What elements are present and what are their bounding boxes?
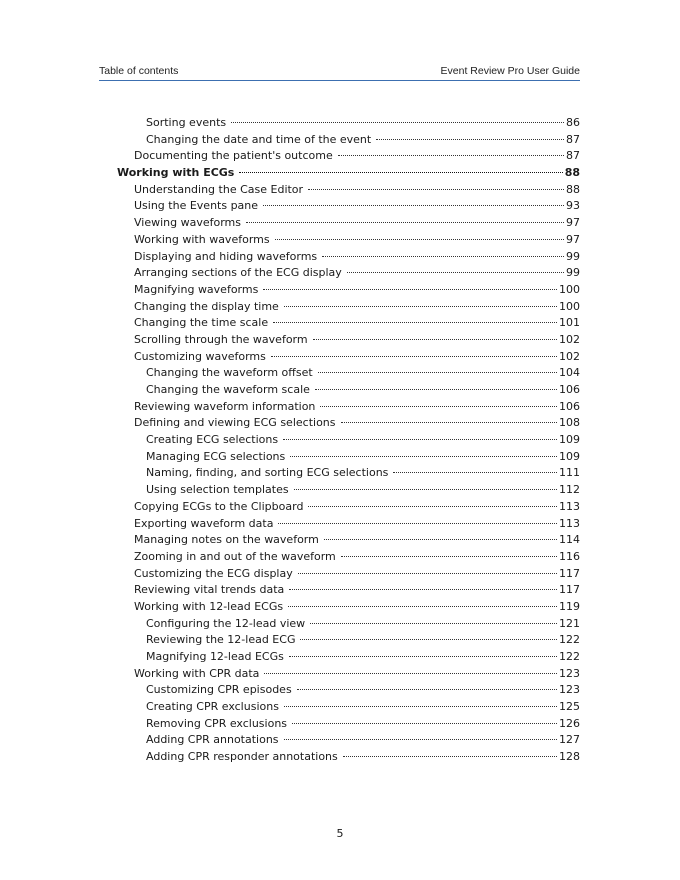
toc-entry-page: 117 [559,583,580,597]
toc-entry-page: 121 [559,616,580,630]
toc-entry[interactable] [134,349,580,366]
toc-entry-page: 102 [559,332,580,346]
dot-leader [300,638,557,640]
toc-entry-title: Using selection templates [146,483,289,497]
toc-entry[interactable] [146,649,580,666]
dot-leader [263,288,557,290]
dot-leader [283,438,557,440]
toc-entry-page: 122 [559,650,580,663]
dot-leader [275,238,564,240]
dot-leader [288,605,557,607]
toc-entry-page: 116 [559,549,580,563]
toc-entry[interactable] [134,249,580,266]
toc-entry-page: 127 [559,733,580,747]
toc-entry-page: 114 [559,533,580,547]
toc-entry-title: Reviewing waveform information [134,399,316,413]
toc-entry-title: Adding CPR responder annotations [146,750,338,764]
toc-entry[interactable] [134,232,580,249]
dot-leader [263,204,564,206]
toc-entry-title: Changing the waveform offset [146,366,313,380]
toc-entry-page: 106 [559,399,580,413]
toc-entry[interactable] [146,716,580,733]
toc-entry-page: 99 [566,266,580,280]
toc-entry-title: Arranging sections of the ECG display [134,266,342,280]
dot-leader [324,538,557,540]
dot-leader [273,321,557,323]
toc-entry-page: 125 [559,700,580,714]
toc-entry-page: 123 [559,683,580,697]
toc-entry-page: 111 [559,466,580,480]
dot-leader [313,338,557,340]
toc-entry[interactable] [117,165,580,182]
toc-entry[interactable] [146,682,580,699]
toc-entry-title: Defining and viewing ECG selections [134,416,336,430]
toc-entry[interactable] [134,215,580,232]
toc-entry[interactable] [146,115,580,132]
toc-entry-page: 86 [566,116,580,129]
toc-entry-title: Zooming in and out of the waveform [134,549,336,563]
toc-entry[interactable] [134,265,580,282]
toc-entry[interactable] [146,482,580,499]
toc-entry-title: Scrolling through the waveform [134,332,308,346]
toc-entry-title: Creating CPR exclusions [146,700,279,714]
toc-entry-page: 100 [559,282,580,296]
toc-entry-title: Exporting waveform data [134,516,274,530]
dot-leader [308,188,564,190]
toc-entry[interactable] [134,516,580,533]
toc-entry-title: Changing the waveform scale [146,383,310,396]
dot-leader [294,488,557,490]
toc-entry-page: 93 [566,199,580,213]
toc-entry-page: 109 [559,433,580,447]
toc-entry-title: Changing the display time [134,299,279,313]
dot-leader [393,471,557,473]
dot-leader [322,255,564,257]
dot-leader [298,572,557,574]
toc-entry-page: 128 [559,750,580,764]
toc-entry-title: Working with 12-lead ECGs [134,599,284,613]
toc-entry-page: 97 [566,232,580,246]
dot-leader [297,688,557,690]
dot-leader [376,138,564,140]
toc-entry-page: 88 [564,166,580,180]
dot-leader [231,121,564,123]
toc-entry-title: Customizing waveforms [134,349,266,363]
toc-entry-title: Configuring the 12-lead view [146,616,306,630]
toc-entry[interactable] [134,399,580,416]
dot-leader [315,388,557,390]
toc-entry-page: 109 [559,449,580,463]
dot-leader [246,221,564,223]
toc-entry-title: Changing the date and time of the event [146,132,372,146]
toc-entry[interactable] [134,299,580,316]
page-header [99,64,580,81]
dot-leader [320,405,557,407]
toc-entry[interactable] [134,532,580,549]
dot-leader [278,522,557,524]
dot-leader [341,555,557,557]
toc-entry-page: 123 [559,666,580,680]
toc-entry[interactable] [134,148,580,165]
toc-entry-title: Displaying and hiding waveforms [134,249,318,263]
toc-entry[interactable] [146,632,580,649]
dot-leader [289,588,557,590]
dot-leader [318,371,557,373]
toc-entry-title: Working with ECGs [117,166,235,180]
dot-leader [347,271,564,273]
toc-entry-page: 126 [559,716,580,730]
toc-entry[interactable] [134,666,580,683]
toc-entry-title: Magnifying 12-lead ECGs [146,650,284,663]
toc-entry[interactable] [134,549,580,566]
toc-entry[interactable] [134,182,580,199]
toc-entry-title: Magnifying waveforms [134,282,259,296]
toc-entry[interactable] [134,315,580,332]
toc-entry-page: 101 [559,316,580,330]
dot-leader [308,505,557,507]
header-document-title: Event Review Pro User Guide [440,65,580,77]
toc-entry-title: Copying ECGs to the Clipboard [134,499,304,513]
toc-entry-title: Using the Events pane [134,199,259,213]
toc-entry[interactable] [146,616,580,633]
toc-entry-page: 106 [559,383,580,396]
header-section-title: Table of contents [99,65,179,77]
toc-entry-page: 99 [566,249,580,263]
toc-entry[interactable] [146,749,580,766]
dot-leader [264,672,557,674]
table-of-contents [0,115,680,766]
toc-entry[interactable] [146,732,580,749]
toc-entry-page: 100 [559,299,580,313]
toc-entry[interactable] [134,582,580,599]
toc-entry-page: 104 [559,366,580,380]
dot-leader [284,738,557,740]
toc-entry-title: Removing CPR exclusions [146,716,288,730]
toc-entry-title: Managing notes on the waveform [134,533,319,547]
toc-entry[interactable] [134,332,580,349]
toc-entry-title: Sorting events [146,116,227,129]
toc-entry[interactable] [146,432,580,449]
toc-entry-title: Reviewing vital trends data [134,583,285,597]
toc-entry-page: 87 [566,149,580,163]
toc-entry-title: Reviewing the 12-lead ECG [146,633,296,647]
toc-entry[interactable] [146,465,580,482]
dot-leader [271,355,557,357]
toc-entry-page: 102 [559,349,580,363]
dot-leader [343,755,557,757]
toc-entry[interactable] [134,198,580,215]
toc-entry-title: Customizing CPR episodes [146,683,292,697]
toc-entry[interactable] [134,499,580,516]
toc-entry-title: Creating ECG selections [146,433,279,447]
toc-entry[interactable] [146,449,580,466]
toc-entry-page: 97 [566,216,580,230]
dot-leader [290,455,557,457]
toc-entry-title: Understanding the Case Editor [134,182,304,196]
dot-leader [338,154,564,156]
toc-entry-page: 108 [559,416,580,430]
toc-entry-title: Changing the time scale [134,316,269,330]
toc-entry-title: Adding CPR annotations [146,733,279,747]
toc-entry[interactable] [134,282,580,299]
dot-leader [239,171,562,173]
toc-entry-page: 117 [559,566,580,580]
toc-entry[interactable] [146,382,580,399]
toc-entry[interactable] [146,132,580,149]
toc-entry[interactable] [146,365,580,382]
dot-leader [292,722,557,724]
page-number: 5 [336,827,344,840]
dot-leader [284,705,557,707]
toc-entry-page: 122 [559,633,580,647]
toc-entry-title: Customizing the ECG display [134,566,293,580]
toc-entry-title: Managing ECG selections [146,449,286,463]
toc-entry[interactable] [146,699,580,716]
dot-leader [310,622,557,624]
toc-entry-title: Documenting the patient's outcome [134,149,333,163]
toc-entry-page: 113 [559,516,580,530]
toc-entry[interactable] [134,415,580,432]
toc-entry-title: Viewing waveforms [134,216,242,230]
dot-leader [341,421,558,423]
dot-leader [289,655,557,657]
toc-entry-title: Working with CPR data [134,666,260,680]
toc-entry-page: 88 [566,182,580,196]
toc-entry-page: 113 [559,499,580,513]
toc-entry[interactable] [134,599,580,616]
dot-leader [284,305,557,307]
toc-entry-title: Working with waveforms [134,232,270,246]
toc-entry-page: 112 [559,483,580,497]
toc-entry-title: Naming, finding, and sorting ECG selections [146,466,389,480]
toc-entry[interactable] [134,566,580,583]
toc-entry-page: 119 [559,599,580,613]
toc-entry-page: 87 [566,132,580,146]
